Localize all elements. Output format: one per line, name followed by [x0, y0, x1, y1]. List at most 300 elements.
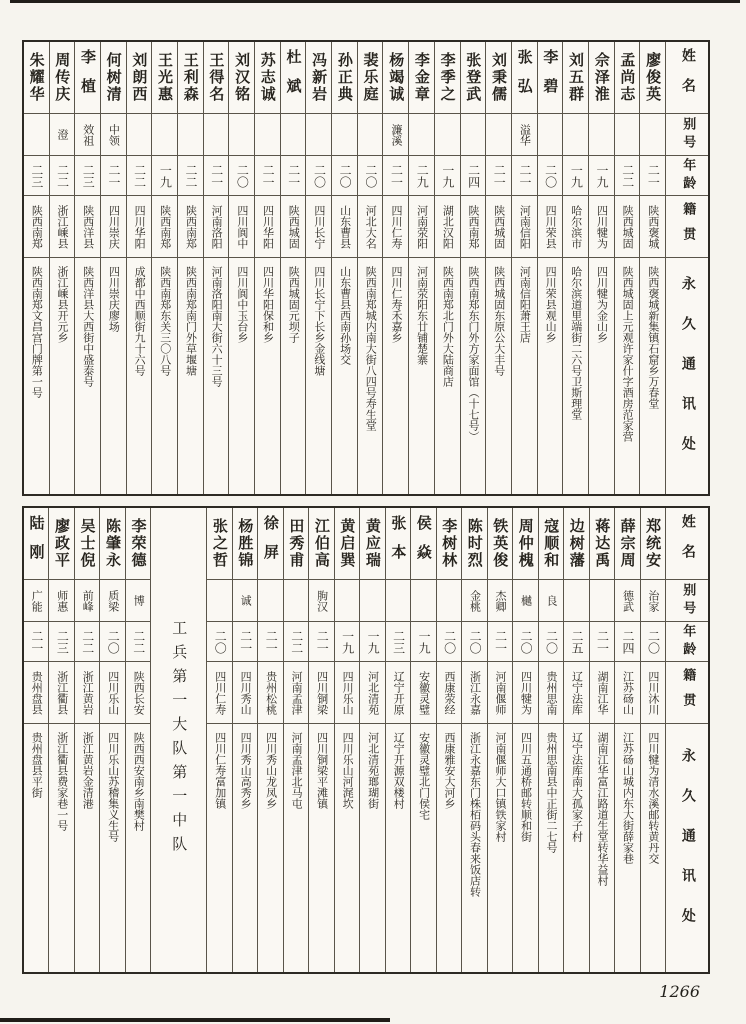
- person-age: 二九: [409, 156, 434, 196]
- person-native-place: 陕西城固: [281, 196, 306, 258]
- person-name: 徐屏: [258, 508, 282, 580]
- person-age: 二〇: [641, 622, 665, 662]
- person-name: 李季之: [435, 42, 460, 114]
- person-address: 四川荣县观山乡: [544, 266, 558, 343]
- person-age: 二一: [204, 156, 229, 196]
- person-address: 四川仁寿禾嘉乡: [389, 266, 403, 343]
- person-age: 二一: [255, 156, 280, 196]
- person-age: 二一: [486, 156, 511, 196]
- person-name: 刘五群: [563, 42, 588, 114]
- person-age: 二一: [640, 156, 665, 196]
- person-age: 二〇: [229, 156, 254, 196]
- header-age: 年龄: [666, 156, 708, 196]
- person-alias: [461, 114, 486, 156]
- person-age: 二二: [50, 156, 75, 196]
- person-name: 冯新岩: [306, 42, 331, 114]
- person-alias: [437, 580, 461, 622]
- person-name: 王得名: [204, 42, 229, 114]
- person-address: 贵州思南县中正街二七号: [544, 732, 558, 853]
- person-address: 江苏砀山城内东大街薛家巷: [621, 732, 635, 864]
- person-name: 刘朗西: [127, 42, 152, 114]
- person-address: 河北清苑瑯瑚街: [366, 732, 380, 809]
- person-column: [233, 508, 258, 972]
- header-name: 姓名: [666, 42, 708, 114]
- person-native-place: 四川荣县: [538, 196, 563, 258]
- person-age: 二一: [233, 622, 257, 662]
- person-address: 浙江永嘉东门株栢码头春来饭店转: [468, 732, 482, 897]
- person-address: 四川华阳保和乡: [261, 266, 275, 343]
- person-address: 浙江嵊县开元乡: [56, 266, 69, 343]
- person-address: 陕西南郑东门外方家面馆（十七号）: [467, 266, 480, 442]
- person-age: 二一: [309, 622, 333, 662]
- roster-table-bottom: [22, 506, 710, 974]
- person-age: 一九: [589, 156, 614, 196]
- person-native-place: 贵州思南: [539, 662, 563, 724]
- person-age: 一九: [411, 622, 435, 662]
- person-column: [386, 508, 411, 972]
- person-native-place: 四川铜梁: [309, 662, 333, 724]
- person-age: 二〇: [306, 156, 331, 196]
- person-address: 四川铜梁平滩镇: [315, 732, 329, 809]
- person-native-place: 湖北汉阳: [435, 196, 460, 258]
- person-name: 王光惠: [152, 42, 177, 114]
- person-native-place: 陕西南郑: [461, 196, 486, 258]
- person-alias: [24, 114, 49, 156]
- person-column: [461, 42, 487, 494]
- person-native-place: 河南偃师: [488, 662, 512, 724]
- person-alias: 中领: [101, 114, 126, 156]
- person-native-place: 山东曹县: [332, 196, 357, 258]
- person-alias: 师惠: [49, 580, 73, 622]
- person-column: [127, 42, 153, 494]
- person-native-place: 贵州松桃: [258, 662, 282, 724]
- person-column: [284, 508, 309, 972]
- header-column: [666, 42, 708, 494]
- person-native-place: 四川乐山: [335, 662, 359, 724]
- person-alias: 良: [539, 580, 563, 622]
- person-column: [255, 42, 281, 494]
- person-alias: [178, 114, 203, 156]
- person-age: 一九: [152, 156, 177, 196]
- person-column: [615, 508, 640, 972]
- person-column: [100, 508, 125, 972]
- person-alias: [335, 580, 359, 622]
- person-name: 张之哲: [207, 508, 231, 580]
- person-address: 四川秀山龙凤乡: [264, 732, 278, 809]
- person-address: 河南洛阳南大街六十三号: [210, 266, 224, 387]
- person-address: 陕西洋县大西街中盛泰号: [81, 266, 95, 387]
- person-address: 陕西南郑北门外大陆商店: [441, 266, 455, 387]
- person-column: [332, 42, 358, 494]
- person-address: 辽宁法库南大孤家子村: [570, 732, 584, 842]
- person-native-place: 四川崇庆: [101, 196, 126, 258]
- person-name: 何树清: [101, 42, 126, 114]
- person-column: [383, 42, 409, 494]
- person-alias: [360, 580, 384, 622]
- person-name: 周传庆: [50, 42, 75, 114]
- person-native-place: 河北大名: [358, 196, 383, 258]
- person-address: 陕西南郑东关三〇八号: [158, 266, 172, 376]
- person-native-place: 陕西城固: [615, 196, 640, 258]
- person-age: 二一: [281, 156, 306, 196]
- person-native-place: 河南荥阳: [409, 196, 434, 258]
- person-address: 四川长宁下长乡金线塘: [312, 266, 326, 376]
- person-native-place: 西康荥经: [437, 662, 461, 724]
- person-alias: 博: [126, 580, 150, 622]
- person-native-place: 陕西南郑: [178, 196, 203, 258]
- person-address: 四川五通桥邮转顺和街: [519, 732, 533, 842]
- person-native-place: 湖南江华: [590, 662, 614, 724]
- person-alias: [281, 114, 306, 156]
- scan-edge-top: [10, 0, 740, 3]
- person-alias: [284, 580, 308, 622]
- person-native-place: 辽宁开原: [386, 662, 410, 724]
- person-native-place: 河北清苑: [360, 662, 384, 724]
- person-native-place: 哈尔滨市: [563, 196, 588, 258]
- person-name: 陈时烈: [462, 508, 486, 580]
- roster-table-top: [22, 40, 710, 496]
- person-alias: [564, 580, 588, 622]
- person-name: 寇顺和: [539, 508, 563, 580]
- person-name: 李树林: [437, 508, 461, 580]
- person-name: 杨竭诚: [383, 42, 408, 114]
- person-age: 二四: [461, 156, 486, 196]
- person-name: 苏志诚: [255, 42, 280, 114]
- person-age: 二三: [49, 622, 73, 662]
- person-alias: 樾: [513, 580, 537, 622]
- person-age: 二一: [383, 156, 408, 196]
- person-age: 二〇: [538, 156, 563, 196]
- person-address: 四川仁寿富加镇: [213, 732, 227, 809]
- unit-divider-column: [151, 508, 207, 972]
- person-column: [178, 42, 204, 494]
- person-address: 安徽灵璧北门侯宅: [417, 732, 431, 820]
- person-alias: [332, 114, 357, 156]
- person-address: 四川犍为清水溪邮转黄丹交: [646, 732, 660, 864]
- person-address: 四川秀山高秀乡: [239, 732, 253, 809]
- person-native-place: 贵州盘县: [24, 662, 48, 724]
- person-name: 薛宗周: [615, 508, 639, 580]
- person-alias: 朐汉: [309, 580, 333, 622]
- person-alias: 诚: [233, 580, 257, 622]
- person-name: 张登武: [461, 42, 486, 114]
- person-name: 铁英俊: [488, 508, 512, 580]
- person-native-place: 江苏砀山: [615, 662, 639, 724]
- person-native-place: 浙江衢县: [49, 662, 73, 724]
- page-number: 1266: [659, 982, 700, 1001]
- person-address: 陕西南郑南门外草堰塘: [184, 266, 198, 376]
- person-address: 四川乐山苏稽集义生号: [106, 732, 120, 842]
- person-column: [615, 42, 641, 494]
- person-column: [488, 508, 513, 972]
- person-address: 陕西城固上元观许家什字酒房范家营: [621, 266, 635, 442]
- header-name: 姓名: [666, 508, 708, 580]
- person-native-place: 陕西南郑: [24, 196, 49, 258]
- person-alias: [411, 580, 435, 622]
- person-column: [462, 508, 487, 972]
- person-alias: [258, 580, 282, 622]
- person-name: 孙正典: [332, 42, 357, 114]
- person-name: 田秀甫: [284, 508, 308, 580]
- person-address: 陕西城固东原公大丰号: [492, 266, 506, 376]
- person-column: [258, 508, 283, 972]
- person-name: 蒋达禹: [590, 508, 614, 580]
- person-age: 一九: [563, 156, 588, 196]
- person-column: [281, 42, 307, 494]
- person-alias: [538, 114, 563, 156]
- person-column: [229, 42, 255, 494]
- person-age: 二二: [615, 156, 640, 196]
- person-column: [24, 42, 50, 494]
- person-native-place: 浙江永嘉: [462, 662, 486, 724]
- person-name: 郑统安: [641, 508, 665, 580]
- person-native-place: 四川沐川: [641, 662, 665, 724]
- unit-divider-label: 工兵第一大队第一中队: [170, 620, 189, 860]
- person-name: 黄应瑞: [360, 508, 384, 580]
- person-name: 刘汉铭: [229, 42, 254, 114]
- person-column: [358, 42, 384, 494]
- person-address: 四川崇庆廖场: [107, 266, 121, 332]
- person-alias: [589, 114, 614, 156]
- person-address: 河南荥阳东廿铺楚寨: [415, 266, 429, 365]
- person-name: 江伯高: [309, 508, 333, 580]
- person-address: 陕西褒城新集镇石窟乡万春堂: [646, 266, 660, 409]
- person-name: 李碧: [538, 42, 563, 114]
- person-native-place: 四川秀山: [233, 662, 257, 724]
- person-address: 河南孟津北马屯: [290, 732, 304, 809]
- person-column: [75, 42, 101, 494]
- person-column: [411, 508, 436, 972]
- person-name: 周仲槐: [513, 508, 537, 580]
- person-age: 二〇: [332, 156, 357, 196]
- person-column: [563, 42, 589, 494]
- person-name: 张本: [386, 508, 410, 580]
- person-column: [49, 508, 74, 972]
- person-age: 二一: [488, 622, 512, 662]
- person-column: [360, 508, 385, 972]
- person-address: 陕西西安南乡南樊村: [132, 732, 146, 831]
- person-age: 二〇: [539, 622, 563, 662]
- person-name: 张弘: [512, 42, 537, 114]
- person-alias: 前峰: [75, 580, 99, 622]
- person-column: [152, 42, 178, 494]
- person-alias: [306, 114, 331, 156]
- person-native-place: 四川华阳: [127, 196, 152, 258]
- person-native-place: 陕西南郑: [152, 196, 177, 258]
- person-alias: [127, 114, 152, 156]
- person-age: 二二: [284, 622, 308, 662]
- person-column: [335, 508, 360, 972]
- person-native-place: 四川华阳: [255, 196, 280, 258]
- person-native-place: 辽宁法库: [564, 662, 588, 724]
- person-column: [641, 508, 666, 972]
- person-age: 二一: [101, 156, 126, 196]
- person-alias: [255, 114, 280, 156]
- person-address: 四川犍为金山乡: [595, 266, 609, 343]
- header-native-place: 籍贯: [666, 196, 708, 258]
- person-column: [207, 508, 232, 972]
- person-age: 二二: [178, 156, 203, 196]
- person-name: 李金章: [409, 42, 434, 114]
- person-name: 朱耀华: [24, 42, 49, 114]
- person-column: [24, 508, 49, 972]
- person-name: 李植: [75, 42, 100, 114]
- person-native-place: 四川长宁: [306, 196, 331, 258]
- person-alias: [207, 580, 231, 622]
- person-age: 二一: [590, 622, 614, 662]
- person-native-place: 陕西洋县: [75, 196, 100, 258]
- person-native-place: 河南洛阳: [204, 196, 229, 258]
- person-alias: 治家: [641, 580, 665, 622]
- person-column: [435, 42, 461, 494]
- person-age: 二三: [386, 622, 410, 662]
- person-native-place: 四川阆中: [229, 196, 254, 258]
- header-age: 年龄: [666, 622, 708, 662]
- person-age: 二〇: [358, 156, 383, 196]
- person-age: 一九: [435, 156, 460, 196]
- person-native-place: 安徽灵璧: [411, 662, 435, 724]
- person-column: [486, 42, 512, 494]
- person-age: 二五: [564, 622, 588, 662]
- person-alias: [486, 114, 511, 156]
- person-age: 一九: [360, 622, 384, 662]
- header-address: 永久通讯处: [679, 748, 696, 948]
- person-name: 李荣德: [126, 508, 150, 580]
- person-native-place: 陕西城固: [486, 196, 511, 258]
- person-column: [437, 508, 462, 972]
- person-address: 西康雅安大河乡: [443, 732, 457, 809]
- person-address: 四川阆中玉台乡: [235, 266, 249, 343]
- person-column: [204, 42, 230, 494]
- person-alias: 杰卿: [488, 580, 512, 622]
- person-native-place: 陕西长安: [126, 662, 150, 724]
- directory-page: [22, 40, 710, 974]
- person-age: 二〇: [207, 622, 231, 662]
- person-name: 杜斌: [281, 42, 306, 114]
- header-address: 永久通讯处: [679, 276, 696, 476]
- header-alias: 别号: [666, 580, 708, 622]
- person-alias: [409, 114, 434, 156]
- person-alias: [386, 580, 410, 622]
- person-column: [409, 42, 435, 494]
- person-alias: [615, 114, 640, 156]
- person-alias: [435, 114, 460, 156]
- person-age: 二三: [24, 156, 49, 196]
- person-age: 二二: [127, 156, 152, 196]
- person-name: 廖政平: [49, 508, 73, 580]
- person-address: 山东曹县西南孙场交: [338, 266, 352, 365]
- person-alias: 澄: [50, 114, 75, 156]
- person-alias: 德武: [615, 580, 639, 622]
- person-column: [539, 508, 564, 972]
- person-native-place: 四川仁寿: [207, 662, 231, 724]
- person-name: 佘泽淮: [589, 42, 614, 114]
- person-address: 辽宁开源双楼村: [392, 732, 406, 809]
- person-native-place: 河南孟津: [284, 662, 308, 724]
- person-address: 陕西城固元坝子: [287, 266, 301, 343]
- person-column: [564, 508, 589, 972]
- person-age: 二〇: [462, 622, 486, 662]
- person-address: 河南偃师大口镇铁家村: [494, 732, 508, 842]
- person-address: 成都中西顺街九十六号: [133, 266, 147, 376]
- person-age: 二二: [75, 622, 99, 662]
- person-column: [306, 42, 332, 494]
- header-alias: 别号: [666, 114, 708, 156]
- person-name: 杨胜锦: [233, 508, 257, 580]
- header-column: [666, 508, 708, 972]
- person-column: [309, 508, 334, 972]
- person-column: [75, 508, 100, 972]
- person-address: 陕西南郑文昌宫门牌第一号: [30, 266, 44, 398]
- person-address: 哈尔滨道里端街二六号卫斯理堂: [569, 266, 583, 420]
- person-native-place: 浙江嵊县: [50, 196, 75, 258]
- person-name: 吴士倪: [75, 508, 99, 580]
- person-address: 湖南江华富江路道生堂转华益村: [595, 732, 609, 886]
- person-column: [126, 508, 151, 972]
- person-alias: 金桃: [462, 580, 486, 622]
- person-age: 二三: [75, 156, 100, 196]
- person-column: [590, 508, 615, 972]
- person-age: 一九: [335, 622, 359, 662]
- person-alias: [563, 114, 588, 156]
- person-native-place: 陕西褒城: [640, 196, 665, 258]
- person-native-place: 四川犍为: [589, 196, 614, 258]
- person-address: 陕西南郑城内南大街八四号寿生堂: [364, 266, 378, 431]
- person-address: 贵州盘县平街: [30, 732, 44, 798]
- person-column: [513, 508, 538, 972]
- person-name: 王利森: [178, 42, 203, 114]
- person-name: 黄启巽: [335, 508, 359, 580]
- person-alias: 效祖: [75, 114, 100, 156]
- person-native-place: 河南信阳: [512, 196, 537, 258]
- person-age: 二〇: [437, 622, 461, 662]
- person-age: 二四: [615, 622, 639, 662]
- person-alias: [229, 114, 254, 156]
- scan-edge-bottom: [0, 1018, 390, 1022]
- person-alias: 濂溪: [383, 114, 408, 156]
- person-column: [101, 42, 127, 494]
- person-name: 廖俊英: [640, 42, 665, 114]
- person-age: 二〇: [513, 622, 537, 662]
- person-address: 浙江衢县费家巷一号: [55, 732, 69, 831]
- person-name: 侯焱: [411, 508, 435, 580]
- person-column: [589, 42, 615, 494]
- person-age: 二〇: [100, 622, 124, 662]
- person-alias: [640, 114, 665, 156]
- person-alias: [152, 114, 177, 156]
- person-column: [640, 42, 666, 494]
- person-age: 二二: [126, 622, 150, 662]
- person-age: 二一: [258, 622, 282, 662]
- person-address: 浙江黄岩金清港: [81, 732, 95, 809]
- person-name: 孟尚志: [615, 42, 640, 114]
- person-alias: 溢华: [512, 114, 537, 156]
- person-name: 陆刚: [24, 508, 48, 580]
- person-name: 陈肇永: [100, 508, 124, 580]
- person-alias: 广能: [24, 580, 48, 622]
- person-column: [50, 42, 76, 494]
- person-native-place: 浙江黄岩: [75, 662, 99, 724]
- person-native-place: 四川乐山: [100, 662, 124, 724]
- person-address: 河南信阳萧王店: [518, 266, 532, 343]
- person-native-place: 四川犍为: [513, 662, 537, 724]
- person-age: 二一: [512, 156, 537, 196]
- person-name: 边树藩: [564, 508, 588, 580]
- person-alias: [590, 580, 614, 622]
- person-address: 四川乐山河浘坎: [341, 732, 355, 809]
- person-column: [512, 42, 538, 494]
- person-alias: [204, 114, 229, 156]
